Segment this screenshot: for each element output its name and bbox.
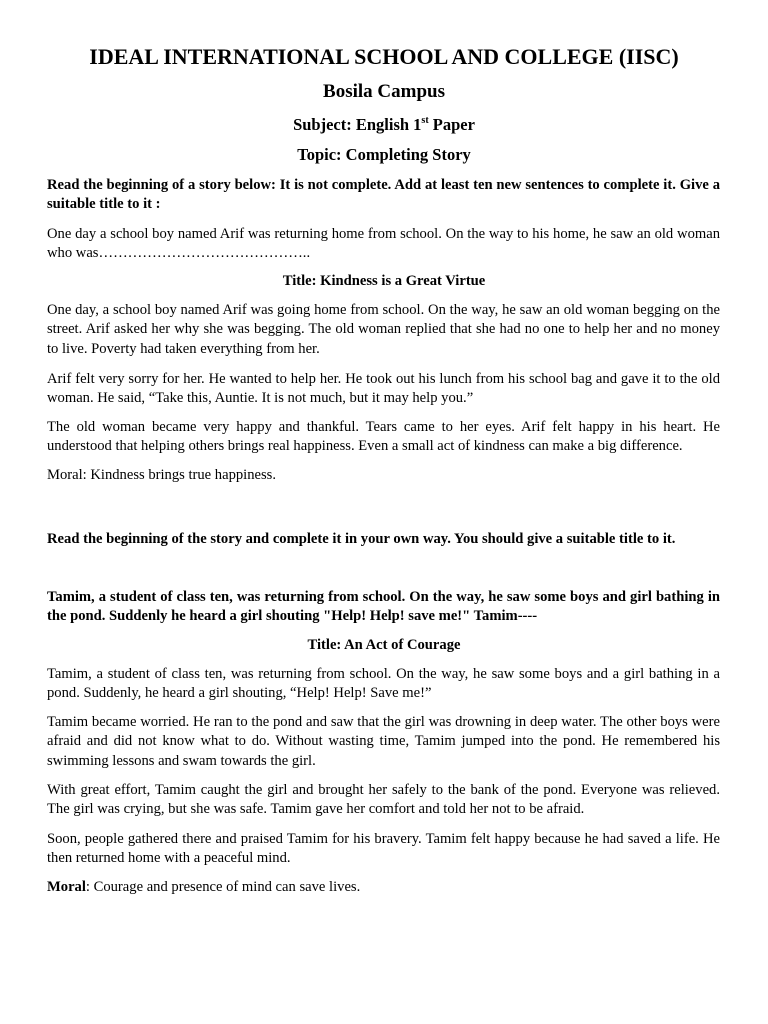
story1-prompt: One day a school boy named Arif was returning home from school. On the way to his home, he saw an old woman who was…………………………………….. xyxy=(47,226,720,262)
story2-title: Title: An Act of Courage xyxy=(307,637,461,653)
subject-heading xyxy=(0,115,768,135)
school-name: IDEAL INTERNATIONAL SCHOOL AND COLLEGE (IISC) xyxy=(89,44,679,69)
story2-moral xyxy=(47,878,720,897)
topic-heading: Topic: Completing Story xyxy=(297,145,471,164)
story2-paragraph: Soon, people gathered there and praised Tamim for his bravery. Tamim felt happy because he had saved a life. He then returned home with a peaceful mind. xyxy=(47,831,720,867)
subject-superscript: st xyxy=(421,114,429,126)
story1-title: Title: Kindness is a Great Virtue xyxy=(282,273,486,289)
story1-paragraph: The old woman became very happy and thankful. Tears came to her eyes. Arif felt happy in his heart. He understood that helping others brings real happiness. Even a small act of kindness can make a big difference. xyxy=(47,419,720,455)
story2-paragraph: Tamim, a student of class ten, was returning from school. On the way, he saw some boys and a girl bathing in a pond. Suddenly, he heard a girl shouting, “Help! Help! Save me!” xyxy=(47,666,720,702)
subject-prefix: Subject: English 1 xyxy=(293,115,422,134)
campus-name: Bosila Campus xyxy=(323,81,445,102)
story2-prompt: Tamim, a student of class ten, was returning from school. On the way, he saw some boys and girl bathing in the pond. Suddenly he heard a girl shouting "Help! Help! save me!" Tamim---- xyxy=(47,589,720,625)
story2-moral-label: Moral xyxy=(47,879,86,895)
story1-instruction: Read the beginning of a story below: It is not complete. Add at least ten new sentences to complete it. Give a suitable title to it : xyxy=(47,177,720,213)
story1-paragraph: One day, a school boy named Arif was going home from school. On the way, he saw an old woman begging on the street. Arif asked her why she was begging. The old woman replied that she had no one to help her and no money to live. Poverty had taken everything from her. xyxy=(47,302,720,357)
subject-suffix: Paper xyxy=(428,115,475,134)
story2-instruction: Read the beginning of the story and complete it in your own way. You should give a suitable title to it. xyxy=(47,531,676,547)
story1-moral: Moral: Kindness brings true happiness. xyxy=(47,467,277,483)
story2-paragraph: Tamim became worried. He ran to the pond and saw that the girl was drowning in deep water. The other boys were afraid and did not know what to do. Without wasting time, Tamim jumped into the pond. He remembered his swimming lessons and swam towards the girl. xyxy=(47,714,720,769)
story2-moral-text: : Courage and presence of mind can save lives. xyxy=(85,879,361,895)
story1-paragraph: Arif felt very sorry for her. He wanted to help her. He took out his lunch from his school bag and gave it to the old woman. He said, “Take this, Auntie. It is not much, but it may help you.” xyxy=(47,371,720,407)
story2-paragraph: With great effort, Tamim caught the girl and brought her safely to the bank of the pond. Everyone was relieved. The girl was crying, but she was safe. Tamim gave her comfort and told her not to be afraid. xyxy=(47,782,720,818)
